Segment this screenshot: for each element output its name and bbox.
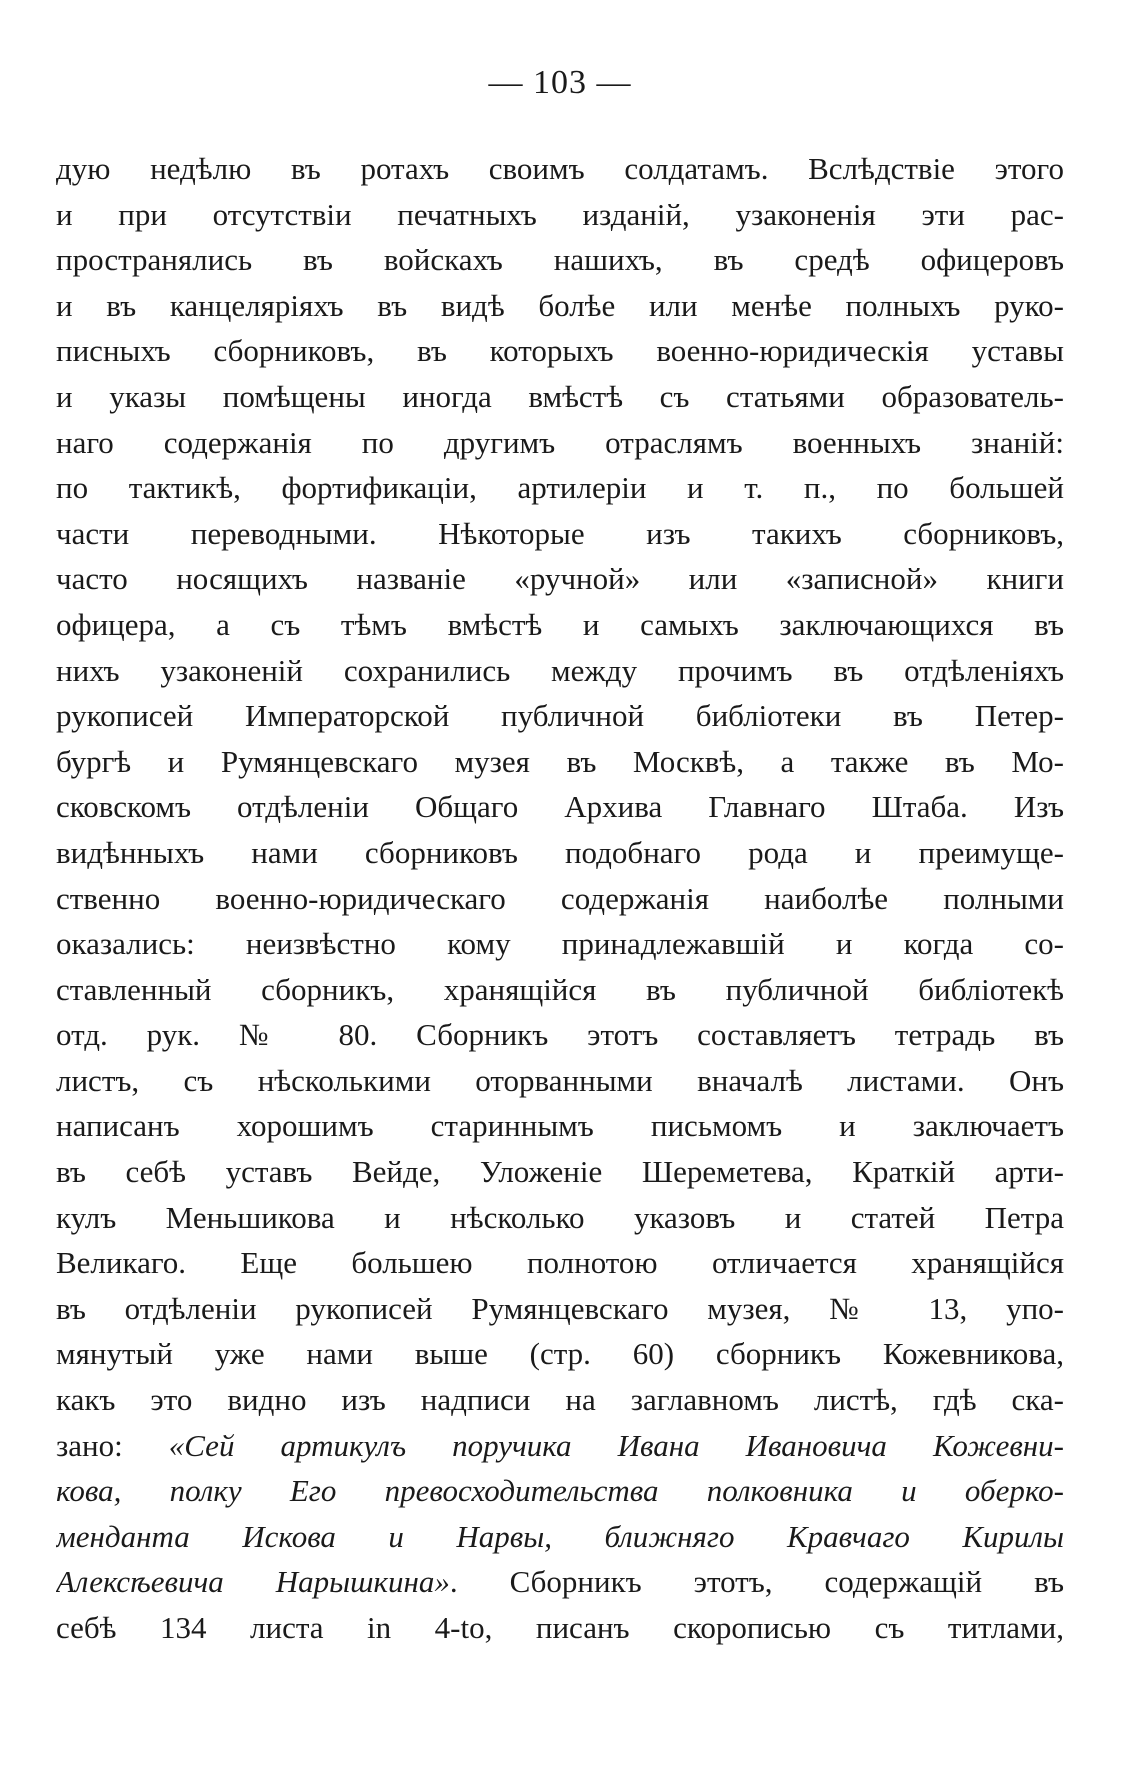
text-line — [56, 374, 1064, 420]
italic-quote-text: мендaнта Искова и Нарвы, ближняго Кравчаго Кирилы — [56, 1518, 1064, 1554]
line-text: часто носящихъ названіе «ручной» или «записной» книги — [56, 561, 1064, 597]
line-text: бургѣ и Румянцевскаго музея въ Москвѣ, а также въ Мо- — [56, 743, 1064, 779]
body-text — [56, 146, 1064, 1651]
text-line — [56, 784, 1064, 830]
line-text: зано: — [56, 1427, 169, 1463]
line-text: ставленный сборникъ, хранящійся въ публичной библіотекѣ — [56, 971, 1064, 1007]
italic-quote-text: Алексѣевича Нарышкина» — [56, 1564, 450, 1600]
line-text: писныхъ сборниковъ, въ которыхъ военно-юридическія уставы — [56, 333, 1064, 369]
line-text: дую недѣлю въ ротахъ своимъ солдатамъ. Вслѣдствіе этого — [56, 151, 1064, 186]
text-line — [56, 1012, 1064, 1058]
line-text: . Сборникъ этотъ, содержащій въ — [449, 1564, 1064, 1600]
line-text: мянутый уже нами выше (стр. 60) сборникъ Кожевникова, — [56, 1336, 1064, 1372]
line-text: себѣ 134 листа in 4-to, писанъ скорописью съ титлами, — [56, 1610, 1064, 1645]
line-text: оказались: неизвѣстно кому принадлежавшій и когда со- — [56, 926, 1064, 962]
text-line — [56, 1149, 1064, 1195]
line-text: рукописей Императорской публичной библіотеки въ Петер- — [56, 698, 1064, 734]
text-line — [56, 1331, 1064, 1377]
text-line — [56, 1286, 1064, 1332]
text-line — [56, 146, 1064, 192]
line-text: Великаго. Еще большею полнотою отличается хранящійся — [56, 1245, 1064, 1281]
text-line — [56, 465, 1064, 511]
line-text: пространялись въ войскахъ нашихъ, въ средѣ офицеровъ — [56, 242, 1064, 278]
italic-quote-text: кова, полку Его превосходительства полковника и оберко- — [56, 1473, 1064, 1509]
text-line — [56, 739, 1064, 785]
text-line — [56, 556, 1064, 602]
line-text: части переводными. Нѣкоторые изъ такихъ сборниковъ, — [56, 515, 1064, 551]
text-line — [56, 921, 1064, 967]
text-line — [56, 693, 1064, 739]
text-line — [56, 1468, 1064, 1514]
text-line — [56, 830, 1064, 876]
text-line — [56, 648, 1064, 694]
line-text: нихъ узаконеній сохранились между прочимъ въ отдѣленіяхъ — [56, 652, 1064, 688]
line-text: кулъ Меньшикова и нѣсколько указовъ и статей Петра — [56, 1199, 1064, 1235]
line-text: по тактикѣ, фортификаціи, артилеріи и т. п., по большей — [56, 470, 1064, 506]
text-line — [56, 1514, 1064, 1560]
text-line — [56, 1559, 1064, 1605]
line-text: и при отсутствіи печатныхъ изданій, узаконенія эти рас- — [56, 196, 1064, 232]
text-line — [56, 283, 1064, 329]
text-line — [56, 192, 1064, 238]
text-line — [56, 1377, 1064, 1423]
line-text: ственно военно-юридическаго содержанія наиболѣе полными — [56, 880, 1064, 916]
line-text: и въ канцеляріяхъ въ видѣ болѣе или менѣе полныхъ руко- — [56, 287, 1064, 323]
text-line — [56, 1195, 1064, 1241]
line-text: наго содержанія по другимъ отраслямъ военныхъ знаній: — [56, 424, 1064, 460]
line-text: отд. рук. № 80. Сборникъ этотъ составляетъ тетрадь въ — [56, 1017, 1064, 1053]
text-line — [56, 1605, 1064, 1651]
text-line — [56, 1103, 1064, 1149]
text-line — [56, 511, 1064, 557]
line-text: сковскомъ отдѣленіи Общаго Архива Главнаго Штаба. Изъ — [56, 789, 1064, 825]
line-text: и указы помѣщены иногда вмѣстѣ съ статьями образователь- — [56, 378, 1064, 414]
text-line — [56, 876, 1064, 922]
page-number: — 103 — — [488, 64, 632, 101]
line-text: какъ это видно изъ надписи на заглавномъ листѣ, гдѣ ска- — [56, 1382, 1064, 1418]
text-line — [56, 967, 1064, 1013]
line-text: видѣнныхъ нами сборниковъ подобнаго рода и преимуще- — [56, 834, 1064, 870]
text-line — [56, 1240, 1064, 1286]
line-text: въ отдѣленіи рукописей Румянцевскаго музея, № 13, упо- — [56, 1290, 1064, 1326]
text-line — [56, 1423, 1064, 1469]
line-text: написанъ хорошимъ стариннымъ письмомъ и заключаетъ — [56, 1108, 1064, 1144]
line-text: офицера, а съ тѣмъ вмѣстѣ и самыхъ заключающихся въ — [56, 606, 1064, 642]
text-line — [56, 420, 1064, 466]
text-line — [56, 328, 1064, 374]
text-line — [56, 602, 1064, 648]
line-text: въ себѣ уставъ Вейде, Уложеніе Шереметева, Краткій арти- — [56, 1154, 1064, 1190]
text-line — [56, 237, 1064, 283]
text-line — [56, 1058, 1064, 1104]
line-text: листъ, съ нѣсколькими оторванными вначалѣ листами. Онъ — [56, 1062, 1064, 1098]
italic-quote-text: «Сей артикулъ поручика Ивана Ивановича Кожевни- — [168, 1427, 1064, 1463]
book-page — [56, 0, 1064, 1775]
